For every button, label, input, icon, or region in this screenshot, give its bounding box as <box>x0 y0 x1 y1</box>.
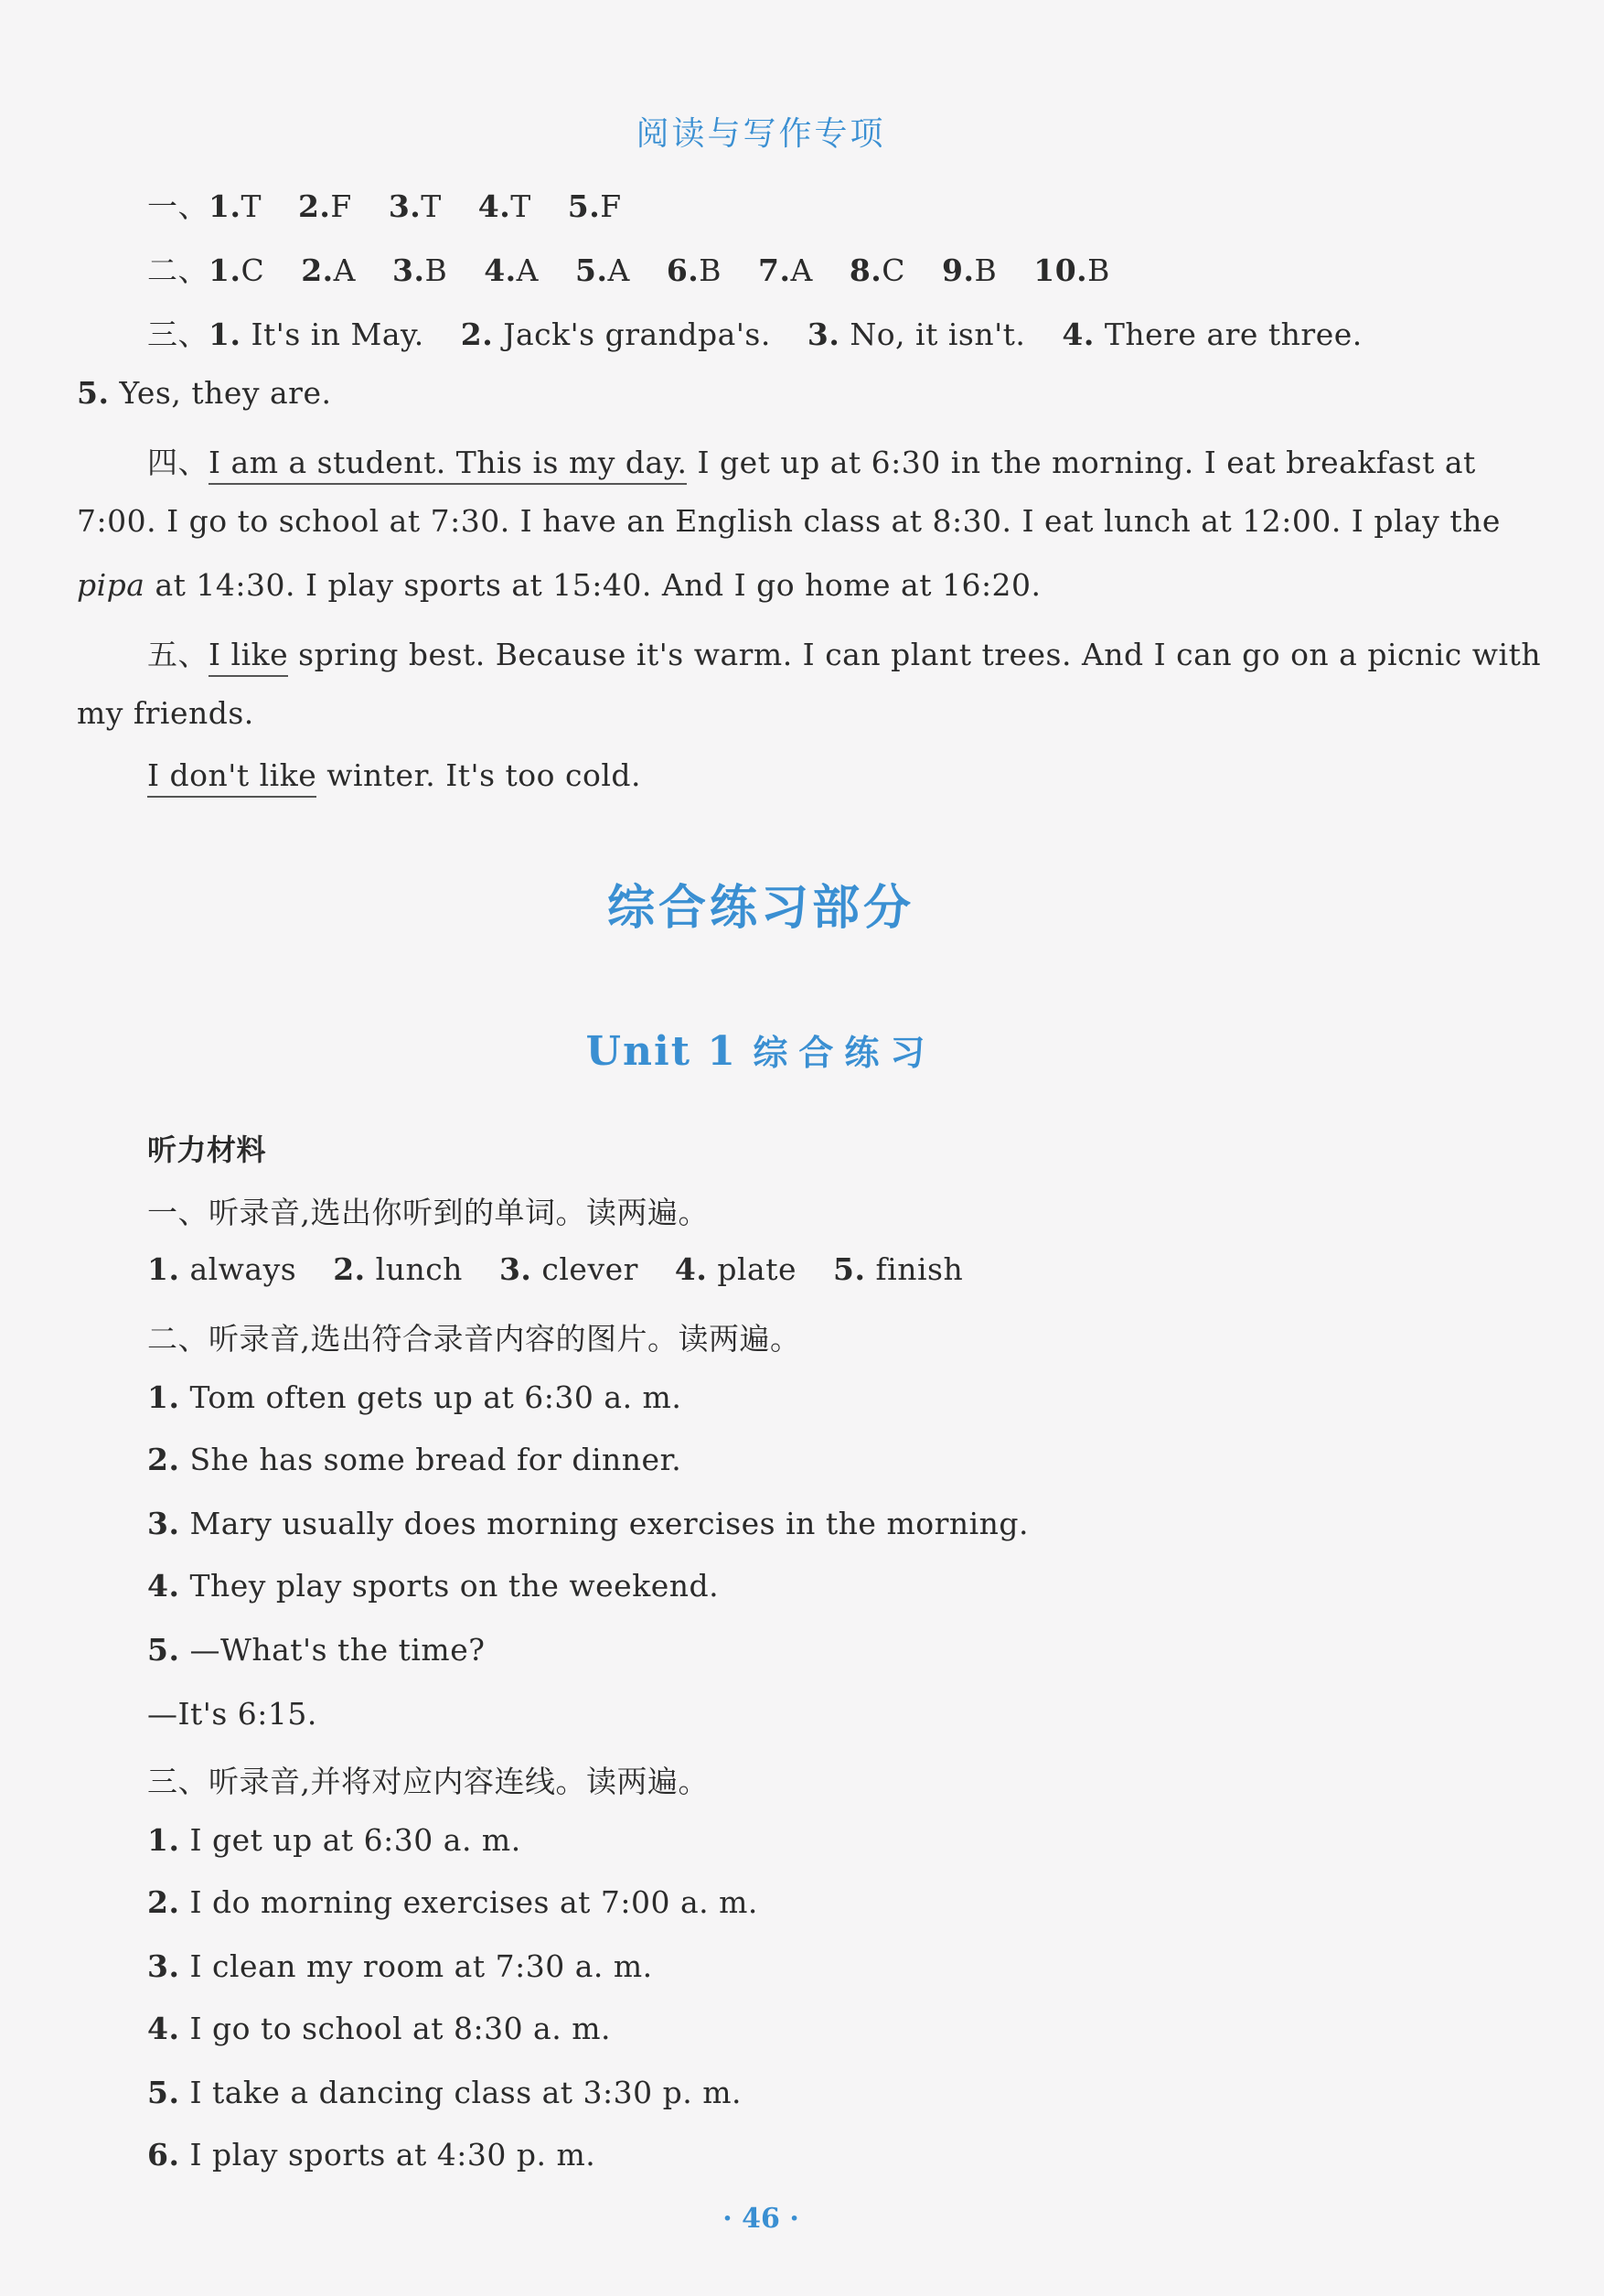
underlined-text: I like <box>209 637 288 677</box>
answer-value: B <box>1087 252 1110 288</box>
item-text: I go to school at 8:30 a. m. <box>189 2011 611 2046</box>
answer-row-3-cont <box>77 375 331 411</box>
item-text: plate <box>717 1251 797 1287</box>
underlined-text: I don't like <box>147 757 316 798</box>
listening-3-heading: 三、听录音,并将对应内容连线。读两遍。 <box>147 1764 709 1799</box>
answer-value: Jack's grandpa's. <box>503 317 771 352</box>
answer-number: 3. <box>388 188 422 224</box>
unit-title-cn: 综合练习 <box>753 1032 936 1073</box>
answer-number: 2. <box>460 317 494 352</box>
item-text: I take a dancing class at 3:30 p. m. <box>189 2075 743 2110</box>
item-number: 1. <box>147 1379 180 1415</box>
answer-value: A <box>333 252 356 288</box>
item-number: 2. <box>147 1442 180 1477</box>
listening-2-item <box>147 1442 681 1477</box>
item-number: 6. <box>147 2137 180 2173</box>
answer-value: F <box>330 188 352 224</box>
section-title: 阅读与写作专项 <box>636 115 886 153</box>
item-number: 1. <box>147 1822 180 1858</box>
writing-para-5-line2 <box>77 695 254 731</box>
answer-value: F <box>600 188 622 224</box>
item-text: She has some bread for dinner. <box>189 1442 682 1477</box>
part-title: 综合练习部分 <box>606 881 914 936</box>
answer-value: There are three. <box>1104 317 1363 352</box>
row-prefix: 五、 <box>147 637 209 672</box>
answer-number: 2. <box>297 188 331 224</box>
item-text: They play sports on the weekend. <box>189 1568 720 1604</box>
item-text: I get up at 6:30 a. m. <box>189 1822 521 1858</box>
writing-para-5-line1 <box>147 631 1541 674</box>
answer-value: T <box>421 188 442 224</box>
item-number: 2. <box>333 1251 366 1287</box>
listening-2-item <box>147 1506 1029 1541</box>
item-text: clever <box>541 1251 638 1287</box>
answer-number: 5. <box>575 252 608 288</box>
item-number: 5. <box>147 1632 180 1668</box>
answer-value: B <box>699 252 722 288</box>
listening-3-item <box>147 2011 611 2046</box>
item-number: 5. <box>833 1251 866 1287</box>
answer-number: 1. <box>209 188 241 224</box>
item-text: Tom often gets up at 6:30 a. m. <box>189 1379 682 1415</box>
writing-para-4-line1 <box>147 439 1476 482</box>
listening-2-item <box>147 1379 681 1415</box>
writing-para-4-line2 <box>77 503 1501 539</box>
page-number: · 46 · <box>722 2203 799 2235</box>
answer-number: 4. <box>484 252 517 288</box>
listening-3-item <box>147 2075 742 2110</box>
listening-3-item <box>147 1948 653 1984</box>
item-number: 3. <box>147 1506 180 1541</box>
item-text: I do morning exercises at 7:00 a. m. <box>189 1884 758 1920</box>
item-number: 4. <box>147 2011 180 2046</box>
item-number: 2. <box>147 1884 180 1920</box>
answer-number: 6. <box>666 252 700 288</box>
listening-heading: 听力材料 <box>147 1132 267 1167</box>
answer-value: A <box>516 252 540 288</box>
answer-value: No, it isn't. <box>850 317 1026 352</box>
answer-value: Yes, they are. <box>119 375 332 411</box>
item-number: 4. <box>147 1568 180 1604</box>
paragraph-text: I get up at 6:30 in the morning. I eat breakfast at <box>687 445 1476 480</box>
answer-value: T <box>510 188 531 224</box>
paragraph-text: spring best. Because it's warm. I can plant trees. And I can go on a picnic with <box>288 637 1542 672</box>
answer-number: 4. <box>477 188 511 224</box>
item-text: lunch <box>375 1251 463 1287</box>
answer-value: A <box>790 252 813 288</box>
answer-number: 10. <box>1033 252 1088 288</box>
answer-number: 3. <box>807 317 840 352</box>
item-text: Mary usually does morning exercises in the morning. <box>189 1506 1030 1541</box>
row-prefix: 一、 <box>147 188 209 224</box>
answer-number: 8. <box>849 252 882 288</box>
answer-row-1 <box>147 183 622 226</box>
item-text: I play sports at 4:30 p. m. <box>189 2137 596 2173</box>
answer-number: 2. <box>301 252 334 288</box>
listening-2-reply: —It's 6:15. <box>147 1696 317 1732</box>
answer-value: A <box>607 252 630 288</box>
row-prefix: 四、 <box>147 445 209 480</box>
writing-para-5-line3 <box>147 757 641 793</box>
answer-number: 9. <box>942 252 975 288</box>
underlined-text: I am a student. This is my day. <box>209 445 687 485</box>
row-prefix: 三、 <box>147 317 209 352</box>
answer-value: It's in May. <box>251 317 424 352</box>
answer-number: 1. <box>209 252 241 288</box>
answer-value: C <box>241 252 265 288</box>
item-text: finish <box>875 1251 964 1287</box>
item-number: 3. <box>498 1251 532 1287</box>
row-prefix: 二、 <box>147 252 209 288</box>
answer-number: 7. <box>758 252 791 288</box>
paragraph-text: at 14:30. I play sports at 15:40. And I go home at 16:20. <box>144 567 1042 603</box>
listening-3-item <box>147 2137 595 2173</box>
item-number: 3. <box>147 1948 180 1984</box>
unit-title-en: Unit 1 <box>585 1028 737 1075</box>
answer-row-2 <box>147 247 1110 290</box>
item-text: —What's the time? <box>189 1632 486 1668</box>
answer-value: B <box>424 252 448 288</box>
paragraph-text: 7:00. I go to school at 7:30. I have an English class at 8:30. I eat lunch at 12:00. I play the <box>77 503 1501 539</box>
listening-2-item <box>147 1568 719 1604</box>
answer-number: 5. <box>567 188 601 224</box>
item-text: I clean my room at 7:30 a. m. <box>189 1948 653 1984</box>
listening-3-item <box>147 1884 758 1920</box>
answer-number: 1. <box>209 317 241 352</box>
paragraph-text: winter. It's too cold. <box>316 757 641 793</box>
italic-word: pipa <box>77 567 145 603</box>
listening-1-heading: 一、听录音,选出你听到的单词。读两遍。 <box>147 1195 709 1230</box>
answer-value: C <box>882 252 906 288</box>
answer-number: 3. <box>392 252 425 288</box>
item-text: always <box>189 1251 297 1287</box>
listening-2-heading: 二、听录音,选出符合录音内容的图片。读两遍。 <box>147 1321 801 1357</box>
item-number: 5. <box>147 2075 180 2110</box>
answer-number: 5. <box>77 375 110 411</box>
item-number: 1. <box>147 1251 180 1287</box>
writing-para-4-line3 <box>77 567 1042 603</box>
listening-3-item <box>147 1822 521 1858</box>
unit-title <box>0 1025 1522 1075</box>
answer-value: T <box>241 188 262 224</box>
paragraph-text: my friends. <box>77 695 254 731</box>
answer-value: B <box>974 252 998 288</box>
answer-number: 4. <box>1062 317 1095 352</box>
answer-row-3 <box>147 311 1363 354</box>
listening-1-items <box>147 1251 963 1287</box>
listening-2-item <box>147 1632 485 1668</box>
item-number: 4. <box>674 1251 708 1287</box>
